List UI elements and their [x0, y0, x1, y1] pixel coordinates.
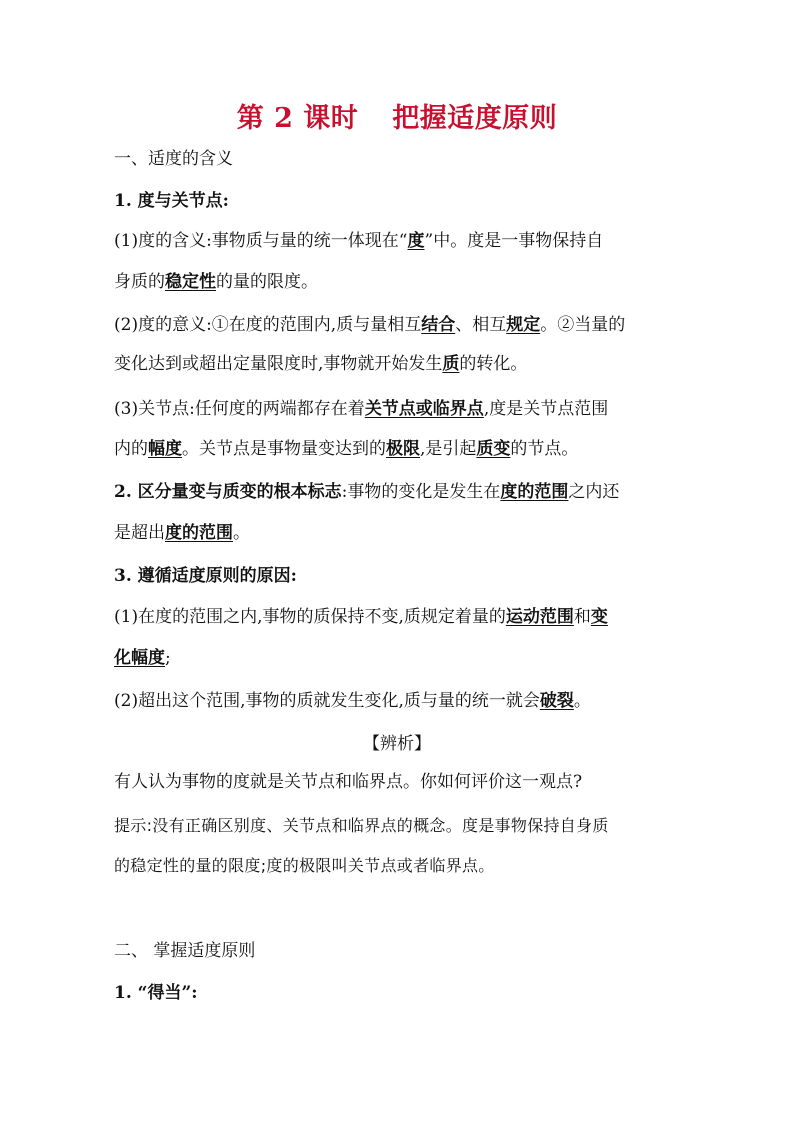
section-heading-1: 一、适度的含义	[114, 149, 233, 169]
key-term: 质变	[476, 439, 511, 459]
paragraph-degree-meaning-line1: (1)度的含义:事物质与量的统一体现在“度”中。度是一事物保持自	[114, 231, 604, 251]
paragraph-degree-significance-line2: 变化达到或超出定量限度时,事物就开始发生质的转化。	[114, 354, 528, 374]
item-heading-1: 1. 度与关节点:	[114, 191, 229, 211]
key-term: 破裂	[539, 691, 574, 711]
item-heading-3: 3. 遵循适度原则的原因:	[114, 566, 297, 586]
key-term: 度	[407, 231, 425, 251]
item-heading-4: 1. “得当”:	[114, 983, 198, 1003]
key-term: 运动范围	[505, 607, 574, 627]
key-term: 幅度	[148, 439, 182, 459]
key-term: 质	[442, 354, 460, 374]
item-heading-2-line1: 2. 区分量变与质变的根本标志:事物的变化是发生在度的范围之内还	[114, 482, 620, 502]
paragraph-reason-1-line2: 化幅度;	[114, 648, 171, 668]
analysis-question: 有人认为事物的度就是关节点和临界点。你如何评价这一观点?	[114, 772, 583, 792]
section-heading-2: 二、 掌握适度原则	[114, 941, 256, 961]
key-term: 结合	[421, 315, 456, 335]
lesson-number: 第 2 课时	[236, 103, 359, 134]
key-term: 稳定性	[165, 272, 216, 292]
page-title	[0, 96, 794, 135]
paragraph-reason-2: (2)超出这个范围,事物的质就发生变化,质与量的统一就会破裂。	[114, 691, 591, 711]
analysis-hint-line1: 提示:没有正确区别度、关节点和临界点的概念。度是事物保持自身质	[114, 816, 609, 835]
key-term: 规定	[506, 315, 541, 335]
key-term: 化幅度	[114, 648, 165, 668]
key-term: 关节点或临界点	[364, 399, 484, 419]
analysis-hint-line2: 的稳定性的量的限度;度的极限叫关节点或者临界点。	[114, 856, 495, 875]
paragraph-reason-1-line1: (1)在度的范围之内,事物的质保持不变,质规定着量的运动范围和变	[114, 607, 608, 627]
key-term: 度的范围	[500, 482, 569, 502]
paragraph-node-line2: 内的幅度。关节点是事物量变达到的极限,是引起质变的节点。	[114, 439, 579, 459]
item-heading-2-line2: 是超出度的范围。	[114, 523, 250, 543]
paragraph-degree-meaning-line2: 身质的稳定性的量的限度。	[114, 272, 318, 292]
paragraph-degree-significance-line1: (2)度的意义:①在度的范围内,质与量相互结合、相互规定。②当量的	[114, 315, 626, 335]
lesson-name: 把握适度原则	[392, 103, 558, 134]
analysis-label: 【辨析】	[363, 734, 431, 754]
paragraph-node-line1: (3)关节点:任何度的两端都存在着关节点或临界点,度是关节点范围	[114, 399, 609, 419]
key-term: 变	[590, 607, 608, 627]
key-term: 极限	[386, 439, 420, 459]
key-term: 度的范围	[165, 523, 233, 543]
